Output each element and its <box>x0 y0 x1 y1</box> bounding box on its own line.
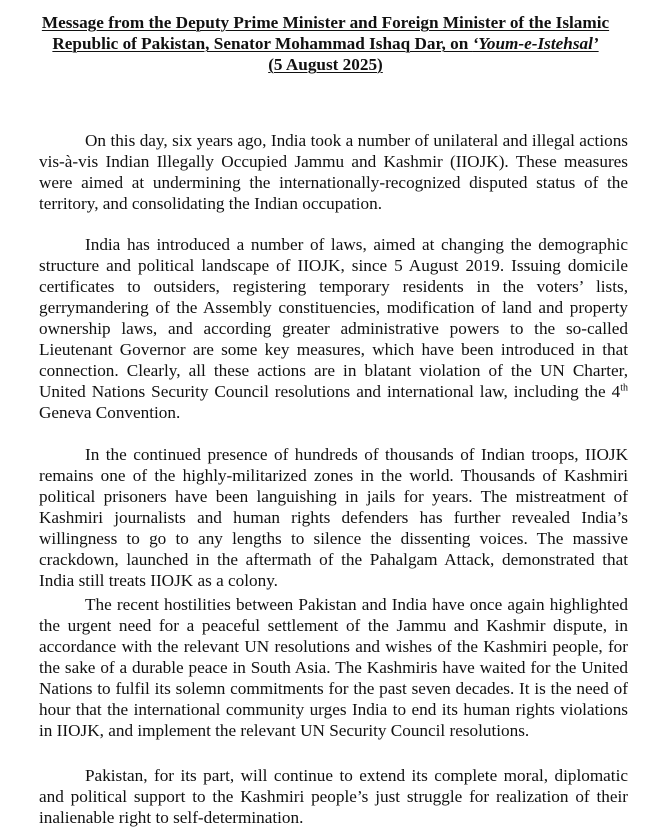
document-title <box>20 12 631 75</box>
title-date: (5 August 2025) <box>268 55 383 74</box>
title-line-2 <box>20 33 631 54</box>
paragraph-5: Pakistan, for its part, will continue to extend its complete moral, diplomatic and political support to the Kashmiri people’s just struggle for realization of their inalienable right to self-determination. <box>39 766 628 828</box>
paragraph-3: In the continued presence of hundreds of thousands of Indian troops, IIOJK remains one of the highly-militarized zones in the world. Thousands of Kashmiri political prisoners have been languishing in jails for years. The mistreatment of Kashmiri journalists and human rights defenders has further revealed India’s willingness to go to any lengths to silence the dissenting voices. The massive crackdown, launched in the aftermath of the Pahalgam Attack, demonstrated that India still treats IIOJK as a colony. <box>39 445 628 591</box>
paragraph-2-end: Geneva Convention. <box>39 403 181 423</box>
paragraph-4: The recent hostilities between Pakistan and India have once again highlighted the urgent need for a peaceful settlement of the Jammu and Kashmir dispute, in accordance with the relevant UN resolutions and wishes of the Kashmiri people, for the sake of a durable peace in South Asia. The Kashmiris have waited for the United Nations to fulfil its solemn commitments for the past seven decades. It is the need of hour that the international community urges India to end its human rights violations in IIOJK, and implement the relevant UN Security Council resolutions. <box>39 595 628 741</box>
ordinal-superscript: th <box>620 382 628 394</box>
paragraph-1: On this day, six years ago, India took a number of unilateral and illegal actions vis-à-vis Indian Illegally Occupied Jammu and Kashmir (IIOJK). These measures were aimed at undermining the internationally-recognized disputed status of the territory, and consolidating the Indian occupation. <box>39 131 628 214</box>
title-occasion: ‘Youm-e-Istehsal’ <box>472 34 599 53</box>
paragraph-2-text: India has introduced a number of laws, aimed at changing the demographic structure and political landscape of IIOJK, since 5 August 2019. Issuing domicile certificates to outsiders, registering temporary residents in the voters’ lists, gerrymandering of the Assembly constituencies, modification of land and property ownership laws, and according greater administrative powers to the so-called Lieutenant Governor are some key measures, which have been introduced in that connection. Clearly, all these actions are in blatant violation of the UN Charter, United Nations Security Council resolutions and international law, including the 4 <box>39 235 628 402</box>
title-line-1: Message from the Deputy Prime Minister and Foreign Minister of the Islamic <box>41 13 610 32</box>
title-line-2-text: Republic of Pakistan, Senator Mohammad Ishaq Dar, on <box>52 34 473 53</box>
paragraph-2 <box>39 234 628 423</box>
